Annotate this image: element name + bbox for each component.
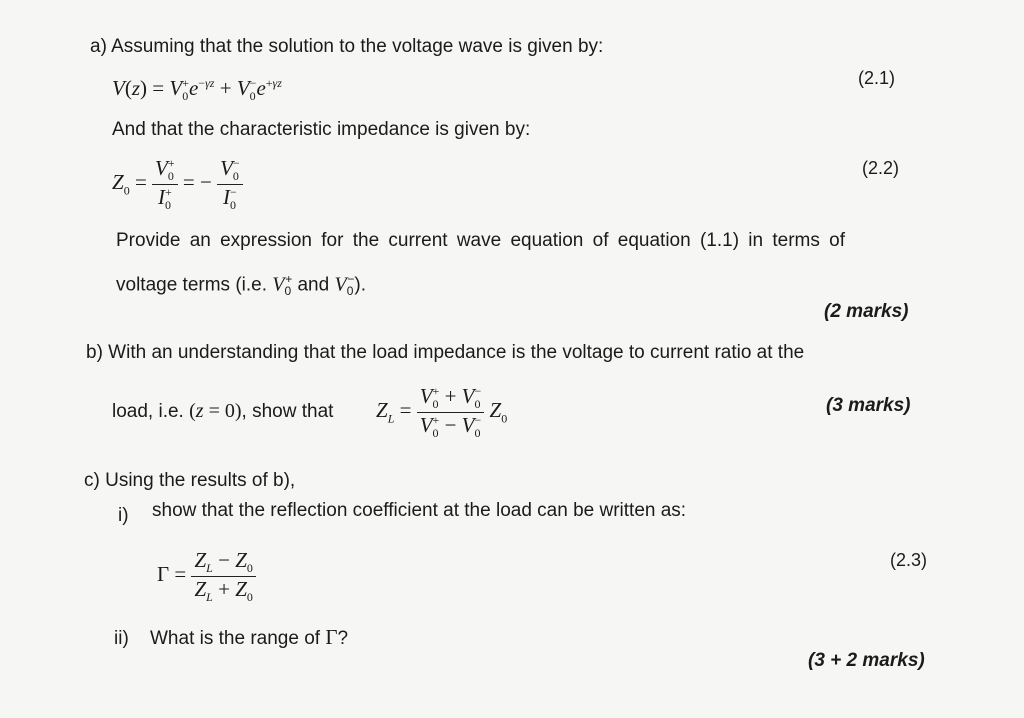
- part-c-ii-label: ii): [114, 628, 129, 649]
- impedance-intro: And that the characteristic impedance is given by:: [112, 119, 531, 140]
- reflection-coefficient-equation: Γ = $\frac{Z_L - Z_0}{Z_L + Z_0}$: [157, 548, 256, 605]
- equation-2-1-label: (2.1): [858, 68, 896, 88]
- part-a-question-line1: Provide an expression for the current wave equation of equation (1.1) in terms of: [116, 230, 845, 251]
- part-c-i-label: i): [118, 505, 129, 526]
- equation-2-2-label: (2.2): [862, 158, 900, 178]
- load-impedance-equation: $Z_L$ = $\frac{V_0^+ + V_0^-}{V_0^+ - V_0^-}$ $Z_0$: [376, 384, 508, 441]
- part-a-intro: a) Assuming that the solution to the voltage wave is given by:: [90, 36, 604, 57]
- voltage-wave-equation: $V(z) = V_0^+e^{-\gamma z} + V_0^-e^{+\gamma z}$: [112, 76, 282, 104]
- question-line2-prefix: voltage terms (i.e.: [116, 274, 267, 296]
- part-a-marks: (2 marks): [824, 301, 909, 322]
- part-c-i-text: show that the reflection coefficient at the load can be written as:: [152, 500, 687, 521]
- part-a-question-line2: voltage terms (i.e. $V_0^+$ and $V_0^-$).: [116, 272, 366, 299]
- part-c-ii-text: What is the range of Γ?: [150, 625, 349, 649]
- question-line2-and: and: [297, 274, 330, 296]
- part-b-line2-mid: , show that: [241, 401, 334, 422]
- equation-2-3-label: (2.3): [890, 550, 928, 570]
- part-b-line1: b) With an understanding that the load impedance is the voltage to current ratio at the: [86, 342, 805, 363]
- part-b-line2: load, i.e. (z = 0), show that: [112, 400, 334, 422]
- part-c-intro: c) Using the results of b),: [84, 470, 296, 491]
- part-c-ii-suffix: ?: [337, 628, 349, 649]
- part-c-ii-question: What is the range of: [150, 628, 321, 649]
- part-b-marks: (3 marks): [826, 395, 911, 416]
- part-b-line2-prefix: load, i.e.: [112, 401, 184, 422]
- characteristic-impedance-equation: $Z_0$ = $\frac{V_0^+}{I_0^+}$ = − $\frac{V_0^-}{I_0^-}$: [112, 156, 243, 213]
- part-c-marks: (3 + 2 marks): [808, 650, 925, 671]
- question-line2-suffix: ).: [354, 274, 366, 296]
